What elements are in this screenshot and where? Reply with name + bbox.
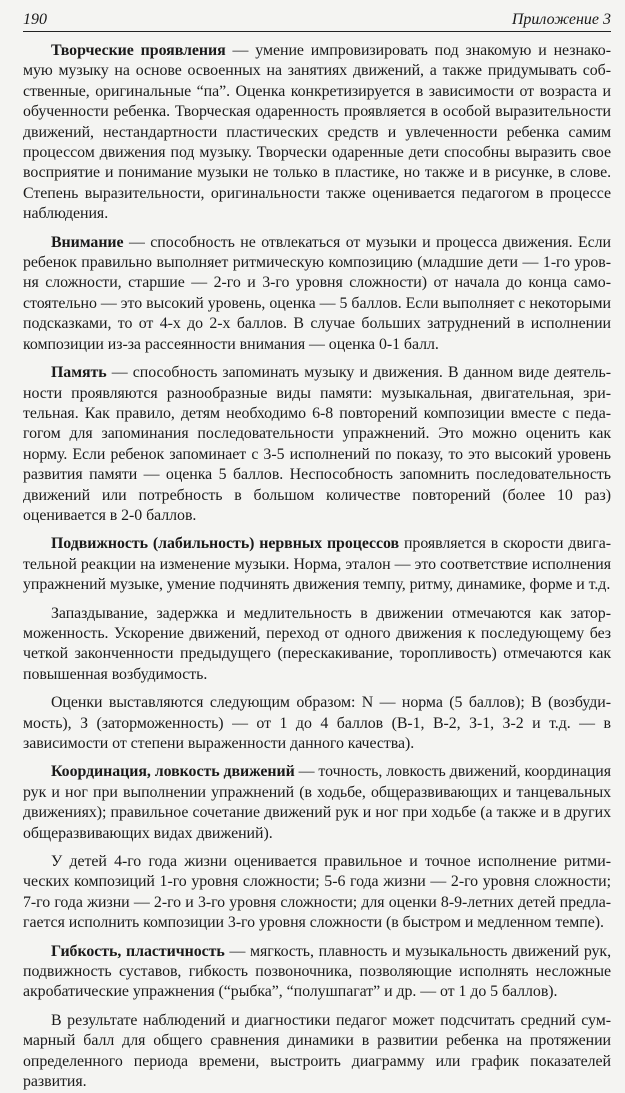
term-heading: Подвижность (лабильность) нервных процессов	[51, 535, 400, 553]
page-number: 190	[23, 11, 47, 28]
term-heading: Координация, ловкость движений	[51, 763, 295, 781]
paragraph-conclusion	[23, 1011, 611, 1093]
paragraph-text: — точность, ловкость движений, координация рук и ног при выполнении упражнений (в ходьбе, общеразвивающих и танцевальных движениях); правильное сочетание движений рук и ног при ходьбе (а также и в других общеразвивающих видах движений).	[23, 763, 611, 842]
term-heading: Внимание	[51, 233, 124, 251]
term-heading: Память	[51, 364, 107, 382]
term-heading: Гибкость, пластичность	[51, 942, 225, 960]
paragraph-text: проявляется в скорости двигательной реакции на изменение музыки. Норма, эталон — это соответствие исполнения упражнений музыке, умение подчинять движения темпу, ритму, динамике, форме и т.д.	[23, 535, 612, 594]
paragraph-flexibility	[23, 942, 611, 1003]
paragraph-delay	[23, 604, 611, 686]
paragraph-text: — мягкость, плавность и музыкальность движений рук, подвижность суставов, гибкость позвоночника, позволяющие исполнять несложные акробатические упражнения (“рыбка”, “полушпагат” и др. — от 1 до 5 баллов).	[23, 942, 611, 1001]
paragraph-text: — способность не отвлекаться от музыки и процесса движения. Если ребенок правильно выполняет ритмическую композицию (младшие дети — 1-го уровня сложности, старшие — 2-го и 3-го уровня сложности) от начала до конца самостоятельно — это высокий уровень, оценка — 5 баллов. Если выполняет с некоторыми подсказками, то от 4-х до 2-х баллов. В случае больших затруднений в исполнении композиции из-за рассеянности внимания — оценка 0-1 балл.	[23, 233, 611, 353]
paragraph-grading	[23, 693, 611, 754]
page-body	[23, 41, 611, 1093]
paragraph-text: Оценки выставляются следующим образом: N — норма (5 баллов); В (возбудимость), З (заторможенность) — от 1 до 4 баллов (В-1, В-2, З-1, З-2 и т.д. — в зависимости от степени выраженности данного качества).	[23, 694, 611, 752]
paragraph-text: В результате наблюдений и диагностики педагог может подсчитать средний суммарный балл для общего сравнения динамики в развитии ребенка на протяжении определенного периода времени, выстроить диаграмму или график показателей развития.	[23, 1011, 611, 1091]
paragraph-age-levels	[23, 852, 611, 934]
paragraph-attention	[23, 233, 611, 355]
paragraph-text: — умение импровизировать под знакомую и незнакомую музыку на основе освоенных на занятиях движений, а также придумывать собственные, оригинальные “па”. Оценка конкретизируется в зависимости от возраста и обученности ребенка. Творческая одаренность проявляется в особой выразительности движений, нестандартности пластических средств и увлеченности ребенка самим процессом движения под музыку. Творчески одаренные дети способны выразить свое восприятие и понимание музыки не только в пластике, но также и в рисунке, в слове. Степень выразительности, оригинальности также оценивается педагогом в процессе наблюдения.	[23, 42, 611, 223]
running-title: Приложение 3	[511, 11, 611, 28]
paragraph-creative-expression	[23, 41, 611, 225]
paragraph-text: — способность запоминать музыку и движения. В данном виде деятельности проявляются разнообразные виды памяти: музыкальная, двигательная, зрительная. Как правило, детям необходимо 6-8 повторений композиции вместе с педагогом для запоминания последовательности упражнений. Это можно оценить как норму. Если ребенок запоминает с 3-5 исполнений по показу, то это высокий уровень развития памяти — оценка 5 баллов. Неспособность запомнить последовательность движений или потребность в большом количестве повторений (более 10 раз) оценивается в 2-0 баллов.	[23, 364, 611, 524]
paragraph-coordination	[23, 762, 611, 844]
term-heading: Творческие проявления	[51, 42, 226, 59]
running-header	[23, 4, 611, 32]
paragraph-memory	[23, 363, 611, 526]
paragraph-text: Запаздывание, задержка и медлительность в движении отмечаются как заторможенность. Ускорение движений, переход от одного движения к последующему без четкой законченности предыдущего (перескакивание, торопливость) отмечаются как повышенная возбудимость.	[23, 604, 611, 683]
paragraph-text: У детей 4-го года жизни оценивается правильное и точное исполнение ритмических композиций 1-го уровня сложности; 5-6 года жизни — 2-го уровня сложности; 7-го года жизни — 2-го и 3-го уровня сложности; для оценки 8-9-летних детей предлагается исполнить композиции 3-го уровня сложности (в быстром и медленном темпе).	[23, 853, 611, 932]
paragraph-mobility	[23, 534, 611, 595]
book-page	[0, 4, 625, 1091]
